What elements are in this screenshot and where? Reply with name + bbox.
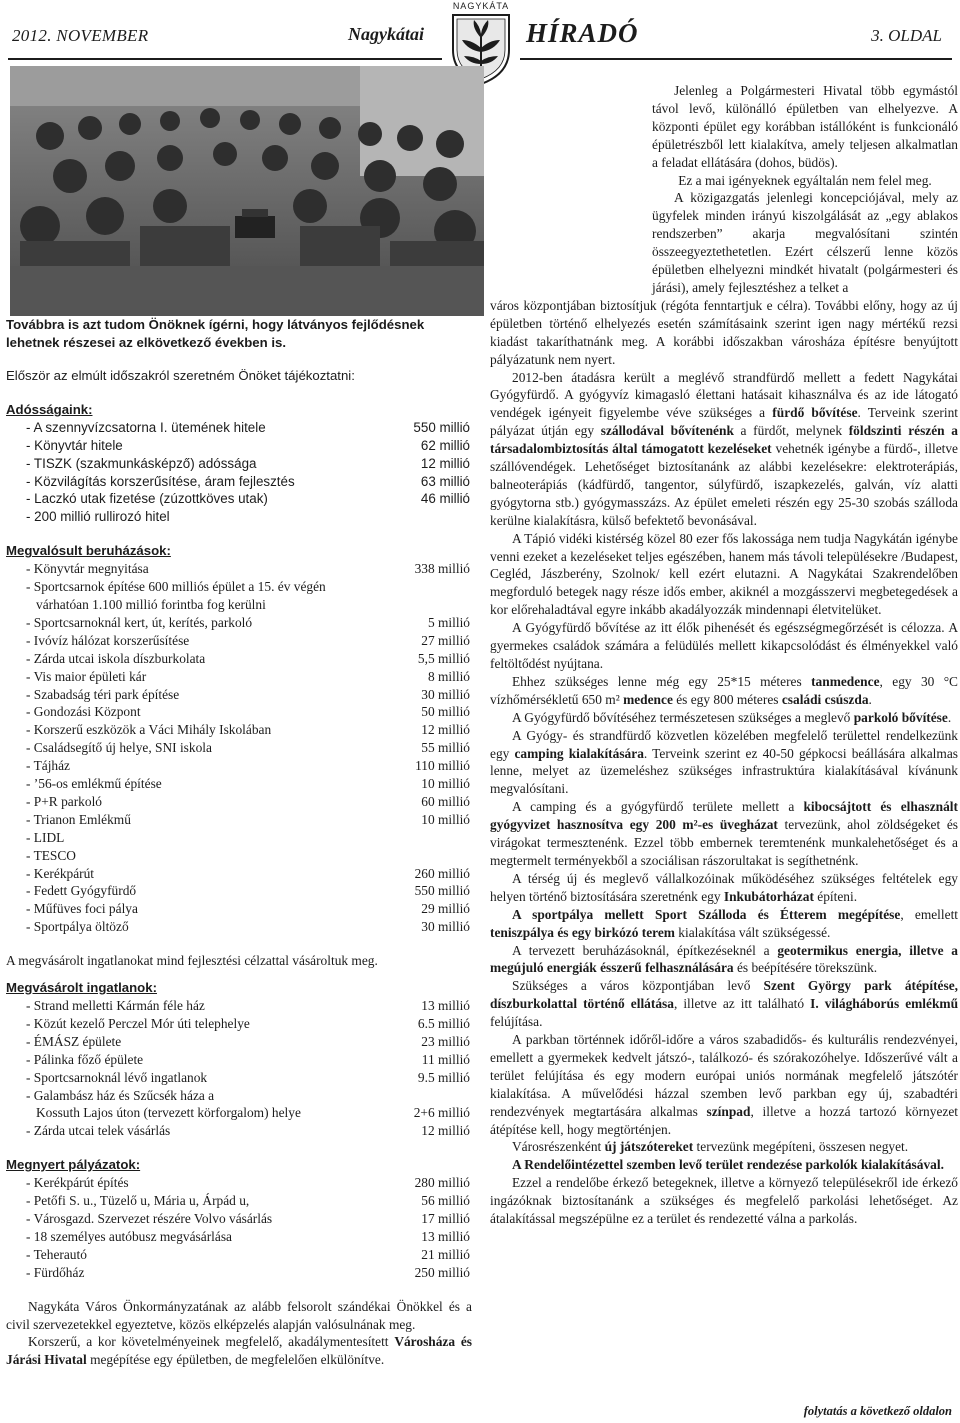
list-item: - Sportcsarnoknál lévő ingatlanok 9.5 millió (26, 1069, 470, 1085)
continued-note: folytatás a következő oldalon (803, 1404, 952, 1418)
left-column (6, 316, 472, 1369)
crest-label: NAGYKÁTA (452, 1, 510, 11)
list-item: - Trianon Emlékmű 10 millió (26, 811, 470, 827)
list-item: - Ivóvíz hálózat korszerűsítése 27 millió (26, 632, 470, 648)
list-item: - 200 millió rullirozó hitel (26, 509, 170, 525)
paragraph: A Gyógy- és strandfürdő közvetlen közelében megfelelő területtel rendelkezünk egy camping kialakítására. Terveink szerint ez 40-50 gépkocsi beállására alkalmas lenne, melyet az üzemeléshez szükséges infrastruktúra kialakításával kívánunk megvalósítani. (490, 727, 958, 797)
list-item: - Közút kezelő Perczel Mór úti telephelye 6.5 millió (26, 1015, 470, 1031)
list-item: - Kerékpárút építés 280 millió (26, 1175, 470, 1191)
list-item: - Sportcsarnok építése 600 milliós épület a 15. év végén várhatóan 1.100 millió forintba fog kerülni (26, 579, 326, 612)
list-item: - Fedett Gyógyfürdő 550 millió (26, 883, 470, 899)
list-item: - TISZK (szakmunkásképző) adóssága 12 millió (26, 455, 470, 471)
issue-date: 2012. NOVEMBER (12, 26, 149, 45)
list-item: - A szennyvízcsatorna I. ütemének hitele 550 millió (26, 419, 470, 435)
closing-paragraph-2: Korszerű, a kor követelményeinek megfelelő, akadálymentesített Városháza és Járási Hivatal megépítése egy épületben, de megfelelően elkülönítve. (6, 1334, 472, 1368)
right-column (490, 82, 958, 1228)
paragraph: Ehhez szükséges lenne még egy 25*15 méteres tanmedence, egy 30 °C vízhőmérsékletű 650 m² medence és egy 800 méteres családi csúszda. (490, 673, 958, 707)
list-item: - Sportcsarnoknál kert, út, kerítés, parkoló 5 millió (26, 614, 470, 630)
paragraph: Ez a mai igényeknek egyáltalán nem felel meg. (678, 172, 932, 188)
list-item: - Sportpálya öltöző 30 millió (26, 919, 470, 935)
debts-title: Adósságaink: (6, 401, 93, 417)
paragraph: Szükséges a város központjában levő Szent György park átépítése, díszburkolattal történő ellátása, illetve az itt található I. világháborús emlékmű felújítása. (490, 978, 959, 1030)
paragraph: Ezzel a rendelőbe érkező betegeknek, illetve a környező településekről ide érkező ingázóknak biztosítanánk a szükséges és megfelelő parkolási lehetőséget. Az átalakítással megszépülne ez a terület és rendezetté válna a parkolás. (490, 1175, 958, 1227)
paragraph: Jelenleg a Polgármesteri Hivatal több egymástól távol levő, különálló épületben van elhelyezve. A központi épület egy korábban istállóként is funkcionáló épületrészből lett kialakítva, amely teljesen alkalmatlan a feladat ellátására (dohos, büdös). (652, 83, 958, 170)
page-number: 3. OLDAL (871, 26, 942, 45)
paragraph: A Gyógyfürdő bővítéséhez természetesen szükséges a meglevő parkoló bővítése. (512, 709, 952, 725)
paragraph: A sportpálya mellett Sport Szálloda és Étterem megépítése, emellett teniszpálya és egy birkózó terem kialakítása vált szükségessé. (490, 906, 959, 940)
list-item: - Pálinka főző épülete 11 millió (26, 1051, 470, 1067)
paragraph: A parkban történnek időről-időre a város szabadidős- és kulturális rendezvényei, emellett a gyermekek kedvelt játszó-, találkozó- és szórakozóhelye. Időszerűvé vált a terület felújítása és egy modern európai uniós normának megfelelő játszótér kialakítása. A művelődési házzal szemben levő parkban egy új, szabadtéri rendezvények megtartására alkalmas színpad, illetve a hozzá tartozó környezet átépítése kell, hogy megtörténjen. (490, 1032, 958, 1137)
lead-sentence: Először az elmúlt időszakról szeretném Önöket tájékoztatni: (6, 368, 355, 383)
intro-statement: Továbbra is azt tudom Önöknek ígérni, hogy látványos fejlődésnek lehetnek részesei az elkövetkező években is. (6, 317, 425, 350)
paragraph: A camping és a gyógyfürdő területe mellett a kibocsájtott és elhasznált gyógyvizet hasznosítva egy 200 m²-es üvegházat tervezünk, ahol zöldségeket és virágokat termesztenénk. Ezzel több embernek teremtenénk munkalehetőséget és a megtermelt terményekből a szociálisan rászorultakat is segíthetnénk. (490, 799, 959, 868)
list-item: - Családsegítő új helye, SNI iskola 55 millió (26, 740, 470, 756)
masthead-left: Nagykátai (348, 24, 424, 44)
list-item: - TESCO (26, 847, 76, 863)
paragraph: A tervezett beruházásoknál, építkezéseknél a geotermikus energia, illetve a megújuló energiák ésszerű felhasználására és beépítésére törekszünk. (490, 942, 958, 976)
list-item: - Teherautó 21 millió (26, 1246, 470, 1262)
list-item: - Korszerű eszközök a Váci Mihály Iskolában 12 millió (26, 722, 470, 738)
list-item: - Szabadság téri park építése 30 millió (26, 686, 470, 702)
list-item: - Könyvtár megnyitása 338 millió (26, 561, 470, 577)
list-item: - Galambász ház és Szűcsék háza a (26, 1087, 215, 1103)
list-item: - Zárda utcai telek vásárlás 12 millió (26, 1123, 470, 1139)
list-item: - Gondozási Központ 50 millió (26, 704, 470, 720)
list-item: - Műfüves foci pálya 29 millió (26, 901, 470, 917)
list-item: - Könyvtár hitele 62 millió (26, 437, 470, 453)
closing-paragraph-1: Nagykáta Város Önkormányzatának az alább felsorolt szándékai Önökkel és a civil szervezetekkel egyeztetve, közös elképzelés alapján valósulnának meg. (6, 1298, 472, 1332)
paragraph: A térség új és meglevő vállalkozóinak működéséhez szükséges feltételek egy helyen történő biztosítására szeretnénk egy Inkubátorházat építeni. (490, 870, 958, 904)
list-item: - ’56-os emlékmű építése 10 millió (26, 776, 470, 792)
list-item: - Vis maior épületi kár 8 millió (26, 668, 470, 684)
purchased-title: Megvásárolt ingatlanok: (6, 980, 157, 996)
paragraph: A közigazgatás jelenlegi koncepciójával, mely az ügyfelek minden irányú kiszolgálását az „egy ablakos rendszerben” akarja megvalósítani szintén összeegyeztethetetlen. Ezért célszerű lenne közös épületben elhelyezni mindkét hivatalt (polgármesteri és járási), amely fejlesztéshez a telket a (652, 190, 958, 295)
list-item: - Strand melletti Kármán féle ház 13 millió (26, 998, 470, 1013)
paragraph: A Rendelőintézettel szemben levő terület rendezése parkolók kialakításával. (512, 1157, 944, 1173)
paragraph: A Gyógyfürdő bővítése az itt élők pihenését és egészségmegőrzését is célozza. A gyermekes családok számára a felüdülés mellett kikapcsolódást és élményekkel való feltöltődést nyújtana. (490, 620, 958, 671)
investments-title: Megvalósult beruházások: (6, 543, 171, 559)
list-item: - Zárda utcai iskola díszburkolata 5,5 millió (26, 650, 470, 666)
grants-list (6, 1174, 472, 1281)
grants-title: Megnyert pályázatok: (6, 1157, 141, 1173)
debts-list (6, 419, 472, 526)
list-item: - Laczkó utak fizetése (zúzottköves utak) 46 millió (26, 491, 470, 507)
list-item: - Kerékpárút 260 millió (26, 865, 470, 881)
masthead-right: HÍRADÓ (526, 18, 639, 48)
audience-photo (10, 66, 484, 316)
paragraph: A Tápió vidéki kistérség közel 80 ezer fős lakossága nem tudja Nagykátán igénybe venni ezeket a kezeléseket teljes egészében, hanem más távoli településekre /Budapest, Cegléd, Jászberény, Szolnok/ kell ezért elutazni. A Nagykátai Szakrendelőben megforduló betegek nagy része idős ember, akiknél a mozgásszervi megbetegedések a kor előrehaladtával egyre inkább akadályozzák mindennapi életvitelüket. (490, 530, 958, 618)
list-item: - Közvilágítás korszerűsítése, áram fejlesztés 63 millió (26, 473, 470, 489)
investments-list (6, 560, 472, 936)
list-item: - ÉMÁSZ épülete 23 millió (26, 1033, 470, 1049)
paragraph: Városrészenként új játszótereket tervezünk megépíteni, összesen negyet. (512, 1139, 909, 1155)
list-item: - 18 személyes autóbusz megvásárlása 13 millió (26, 1228, 470, 1244)
property-note: A megvásárolt ingatlanokat mind fejlesztési célzattal vásároltuk meg. (6, 953, 378, 969)
list-item: - P+R parkoló 60 millió (26, 793, 470, 809)
list-item: - Fürdőház 250 millió (26, 1264, 470, 1280)
list-item: - LIDL (26, 829, 65, 845)
purchased-list (6, 997, 472, 1140)
list-item: - Petőfi S. u., Tüzelő u, Mária u, Árpád u, 56 millió (26, 1193, 470, 1209)
paragraph: 2012-ben átadásra került a meglévő strandfürdő mellett a fedett Nagykátai Gyógyfürdő. A gyógyvíz kimagasló élettani hatásait kihasználva és az ide látogató vendégek igényeit figyelembe véve szükséges a fürdő bővítése. Terveink szerint pályázat útján egy szállodával bővítenénk a fürdőt, melynek földszinti részén a társadalombiztosítás által támogatott kezeléseket vehetnék igénybe a fürdő-, illetve szállóvendégek. Lehetőséget biztosítanánk az alábbi kezelésekre: elektroterápiás, balneoterápiás (kádfürdő, tangentor, súlyfürdő, iszapkezelés, galván, víz alatti gyógytorna stb.) gyógymasszázs. Az épület emeleti részén egy 25-30 szobás szálloda kerülne kialakításra, külső befektető bevonásával. (490, 369, 959, 528)
list-item: - Városgazd. Szervezet részére Volvo vásárlás 17 millió (26, 1210, 470, 1226)
list-item: - Tájház 110 millió (26, 758, 470, 774)
paragraph: város központjában biztosítjuk (régóta fenntartjuk e célra). További előny, hogy az új épületben történő elhelyezés esetén számításaink szerint igen nagy mértékű rezsi kiadást takaríthatnánk meg. A korábbi időszakban városháza építésre benyújtott pályázatunk nem nyert. (490, 297, 958, 367)
list-item: Kossuth Lajos úton (tervezett körforgalom) helye 2+6 millió (36, 1105, 470, 1121)
